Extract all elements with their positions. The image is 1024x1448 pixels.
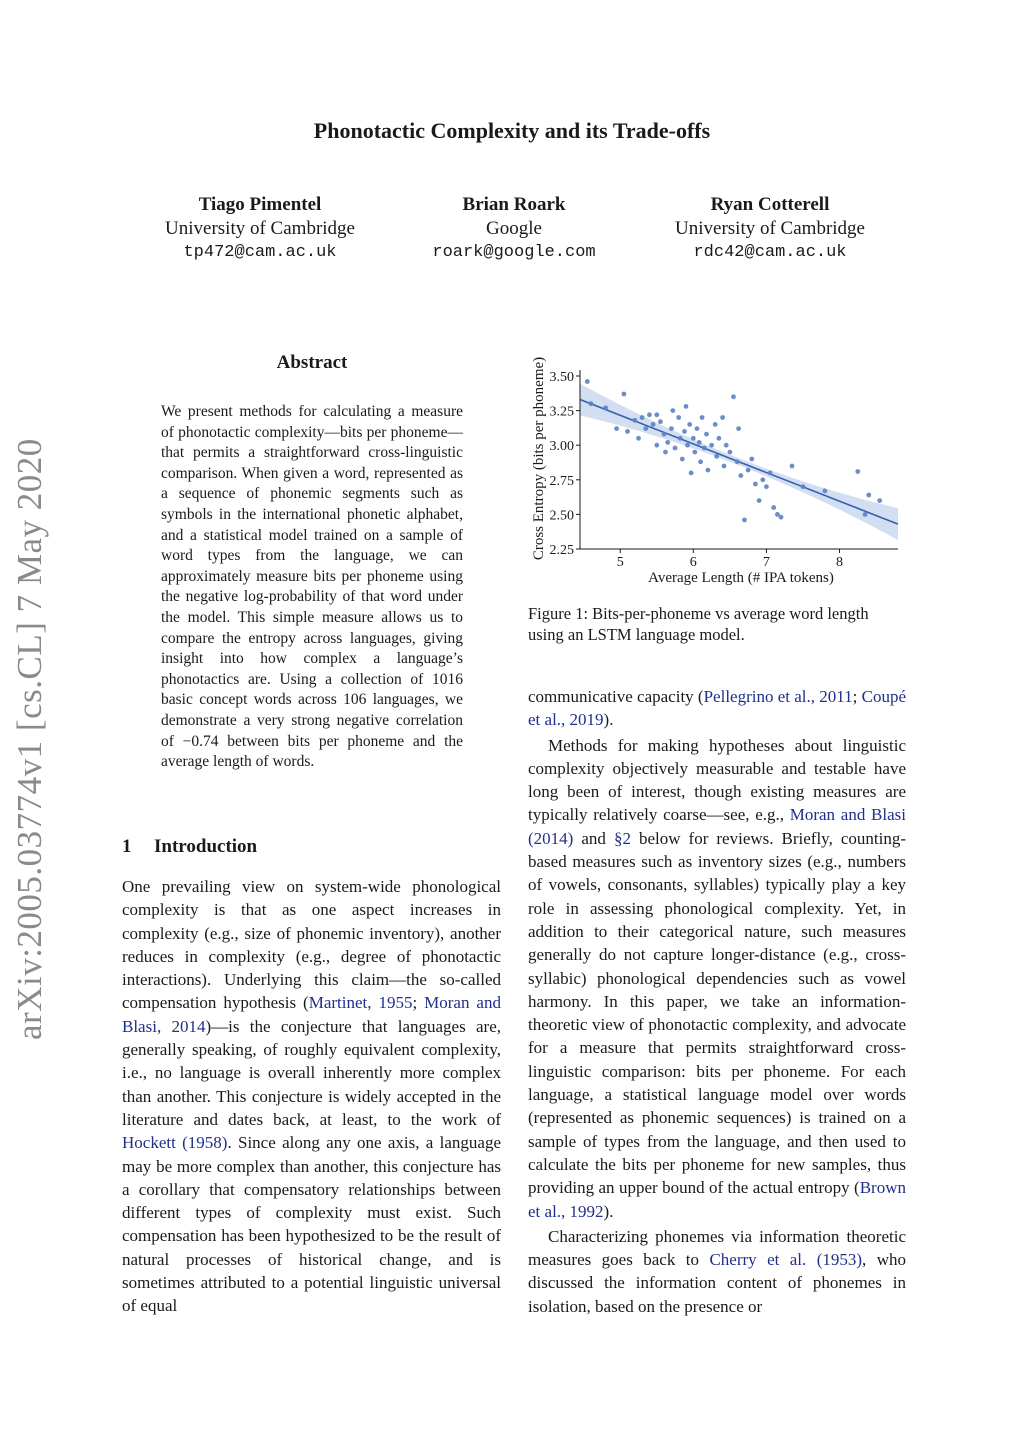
data-point [863, 512, 868, 517]
paper-title: Phonotactic Complexity and its Trade-offs [313, 118, 711, 143]
data-point [746, 468, 751, 473]
data-point [722, 464, 727, 469]
data-point [662, 432, 667, 437]
data-point [670, 408, 675, 413]
author-1 [130, 193, 390, 265]
data-point [738, 473, 743, 478]
x-tick-label: 5 [616, 555, 624, 570]
paragraph [122, 875, 501, 1318]
text-run: . Since along any one axis, a language may be more complex than another, this conjecture has a corollary that compensatory relationships between different types of complexity must exist. Such compensation has been hypothesized to be the result of natural processes of historical change, and is sometimes attributed to a potential linguistic universal of equal [122, 1133, 502, 1316]
text-run: ). [603, 1201, 614, 1221]
x-axis-label: Average Length (# IPA tokens) [648, 570, 834, 586]
text-run: , who discussed the information content of phonemes in isolation, based on the presence or [528, 1250, 906, 1316]
text-run: ; [412, 993, 425, 1013]
data-point [768, 471, 773, 476]
data-point [713, 422, 718, 427]
citation-link[interactable]: §2 [613, 828, 631, 848]
data-point [658, 419, 663, 424]
data-point [749, 457, 754, 462]
abstract-text: We present methods for calculating a measure of phonotactic complexity—bits per phoneme—that permits a straightforward cross-linguistic comparison. When given a word, represented as a sequence of phonemic segments such as symbols in the international phonetic alphabet, and a statistical model trained on a sample of word types from the language, we can approximately measure bits per phoneme using the negative log-probability of that word under the model. This simple measure allows us to compare the entropy across languages, giving insight into how complex a language’s phonotactics are. Using a collection of 1016 basic concept words across 106 languages, we demonstrate a very strong negative correlation of −0.74 between bits per phoneme and the average length of words. [161, 403, 463, 771]
text-run: )—is the conjecture that languages are, generally speaking, of roughly equivalent complexity, i.e., no language is overall inherently more complex than another. This conjecture is widely accepted in the literature and dates back, at least, to the work of [122, 1016, 501, 1129]
data-point [678, 436, 683, 441]
section-heading [122, 836, 257, 858]
data-point [823, 489, 828, 494]
data-point [700, 415, 705, 420]
author-email[interactable]: rdc42@cam.ac.uk [693, 243, 847, 262]
author-email[interactable]: roark@google.com [432, 243, 596, 262]
data-point [589, 401, 594, 406]
data-point [731, 394, 736, 399]
data-point [764, 484, 769, 489]
author-name: Ryan Cotterell [710, 194, 830, 215]
text-run: ; [852, 687, 862, 706]
data-point [684, 404, 689, 409]
data-point [682, 429, 687, 434]
text-run: communicative capacity ( [528, 687, 704, 706]
author-3 [640, 193, 900, 265]
data-point [697, 440, 702, 445]
y-tick-label: 3.00 [549, 439, 574, 455]
y-tick-label: 2.75 [549, 473, 574, 489]
citation-link[interactable]: Coupé et al., 2019 [528, 687, 907, 730]
data-point [654, 443, 659, 448]
data-point [720, 415, 725, 420]
data-point [714, 454, 719, 459]
x-tick-label: 6 [689, 555, 697, 570]
data-point [640, 415, 645, 420]
data-point [692, 450, 697, 455]
left-column [122, 875, 501, 1320]
data-point [691, 436, 696, 441]
data-point [736, 426, 741, 431]
text-run: Characterizing phonemes via information theoretic measures goes back to [528, 1226, 906, 1270]
author-name: Tiago Pimentel [198, 194, 322, 215]
data-point [687, 422, 692, 427]
data-point [790, 464, 795, 469]
data-point [704, 432, 709, 437]
text-run: One prevailing view on system-wide phonological complexity is that as one aspect increases in complexity (e.g., size of phonemic inventory), another reduces in complexity (e.g., degree of phonotactic interactions). Underlying this claim—the so-called compensation hypothesis ( [122, 877, 501, 1013]
citation-link[interactable]: Cherry et al. (1953) [709, 1250, 863, 1270]
text-run: ). [603, 710, 614, 730]
data-point [636, 436, 641, 441]
y-tick-label: 2.50 [549, 508, 574, 524]
data-point [771, 505, 776, 510]
data-point [685, 443, 690, 448]
section-number: 1 [122, 836, 132, 857]
data-point [680, 457, 685, 462]
data-point [651, 422, 656, 427]
data-point [779, 515, 784, 520]
figure-1-chart [528, 352, 906, 592]
abstract-heading: Abstract [276, 352, 348, 373]
figure-caption: Figure 1: Bits-per-phoneme vs average word length using an LSTM language model. [528, 604, 869, 644]
data-point [669, 426, 674, 431]
arxiv-stamp: arXiv:2005.03774v1 [cs.CL] 7 May 2020 [10, 438, 49, 1040]
author-2 [384, 193, 644, 265]
data-point [625, 429, 630, 434]
data-point [676, 415, 681, 420]
right-column [528, 685, 906, 1320]
data-point [877, 498, 882, 503]
data-point [689, 471, 694, 476]
data-point [702, 446, 707, 451]
data-point [663, 450, 668, 455]
author-affiliation: Google [486, 218, 542, 239]
data-point [717, 436, 722, 441]
author-affiliation: University of Cambridge [675, 218, 865, 239]
data-point [585, 379, 590, 384]
data-point [866, 493, 871, 498]
data-point [855, 469, 860, 474]
paragraph [528, 734, 906, 1223]
data-point [735, 459, 740, 464]
text-run: Methods for making hypotheses about linguistic complexity objectively measurable and testable have long been of interest, though existing measures are typically relatively coarse—see, e.g., [528, 735, 906, 825]
data-point [757, 498, 762, 503]
y-tick-label: 2.25 [549, 543, 574, 558]
y-tick-label: 3.25 [549, 404, 574, 420]
data-point [695, 426, 700, 431]
data-point [622, 392, 627, 397]
data-point [665, 440, 670, 445]
data-point [801, 484, 806, 489]
x-tick-label: 8 [836, 555, 844, 570]
section-title: Introduction [154, 836, 258, 857]
data-point [760, 477, 765, 482]
data-point [647, 412, 652, 417]
data-point [724, 443, 729, 448]
author-name: Brian Roark [462, 194, 566, 215]
x-tick-label: 7 [762, 555, 770, 570]
data-point [706, 468, 711, 473]
citation-link[interactable]: Hockett (1958) [122, 1133, 228, 1153]
paragraph [528, 685, 906, 732]
data-point [632, 418, 637, 423]
y-axis-label: Cross Entropy (bits per phoneme) [531, 356, 547, 561]
data-point [728, 450, 733, 455]
citation-link[interactable]: Moran and Blasi (2014) [528, 805, 906, 848]
data-point [603, 405, 608, 410]
data-point [654, 412, 659, 417]
text-run: and [573, 828, 614, 848]
text-run: below for reviews. Briefly, counting-based measures such as inventory sizes (e.g., numbers of vowels, consonants, syllables) typically play a key role in assessing phonological complexity. Yet, in addition to their categorical nature, such measures generally do not capture longer-distance (e.g., cross-syllabic) phonological dependencies such as vowel harmony. In this paper, we take an information-theoretic view of phonotactic complexity, and advocate for a measure that permits straightforward cross-linguistic comparison: bits per phoneme. For each language, a statistical language model over words (represented as phonemic sequences) is trained on a sample of types from the language, and then used to calculate the bits per phoneme for new samples, thus providing an upper bound of the actual entropy ( [528, 828, 907, 1198]
paragraph [528, 1225, 906, 1318]
data-point [614, 426, 619, 431]
y-tick-label: 3.50 [549, 370, 574, 385]
data-point [742, 518, 747, 523]
data-point [643, 426, 648, 431]
citation-link[interactable]: Pellegrino et al., 2011 [703, 687, 853, 706]
data-point [698, 459, 703, 464]
data-point [709, 443, 714, 448]
data-point [673, 446, 678, 451]
author-affiliation: University of Cambridge [165, 218, 355, 239]
citation-link[interactable]: Moran and Blasi, 2014 [122, 993, 501, 1036]
data-point [753, 482, 758, 487]
author-email[interactable]: tp472@cam.ac.uk [183, 243, 337, 262]
citation-link[interactable]: Brown et al., 1992 [528, 1178, 906, 1221]
citation-link[interactable]: Martinet, 1955 [308, 993, 413, 1013]
